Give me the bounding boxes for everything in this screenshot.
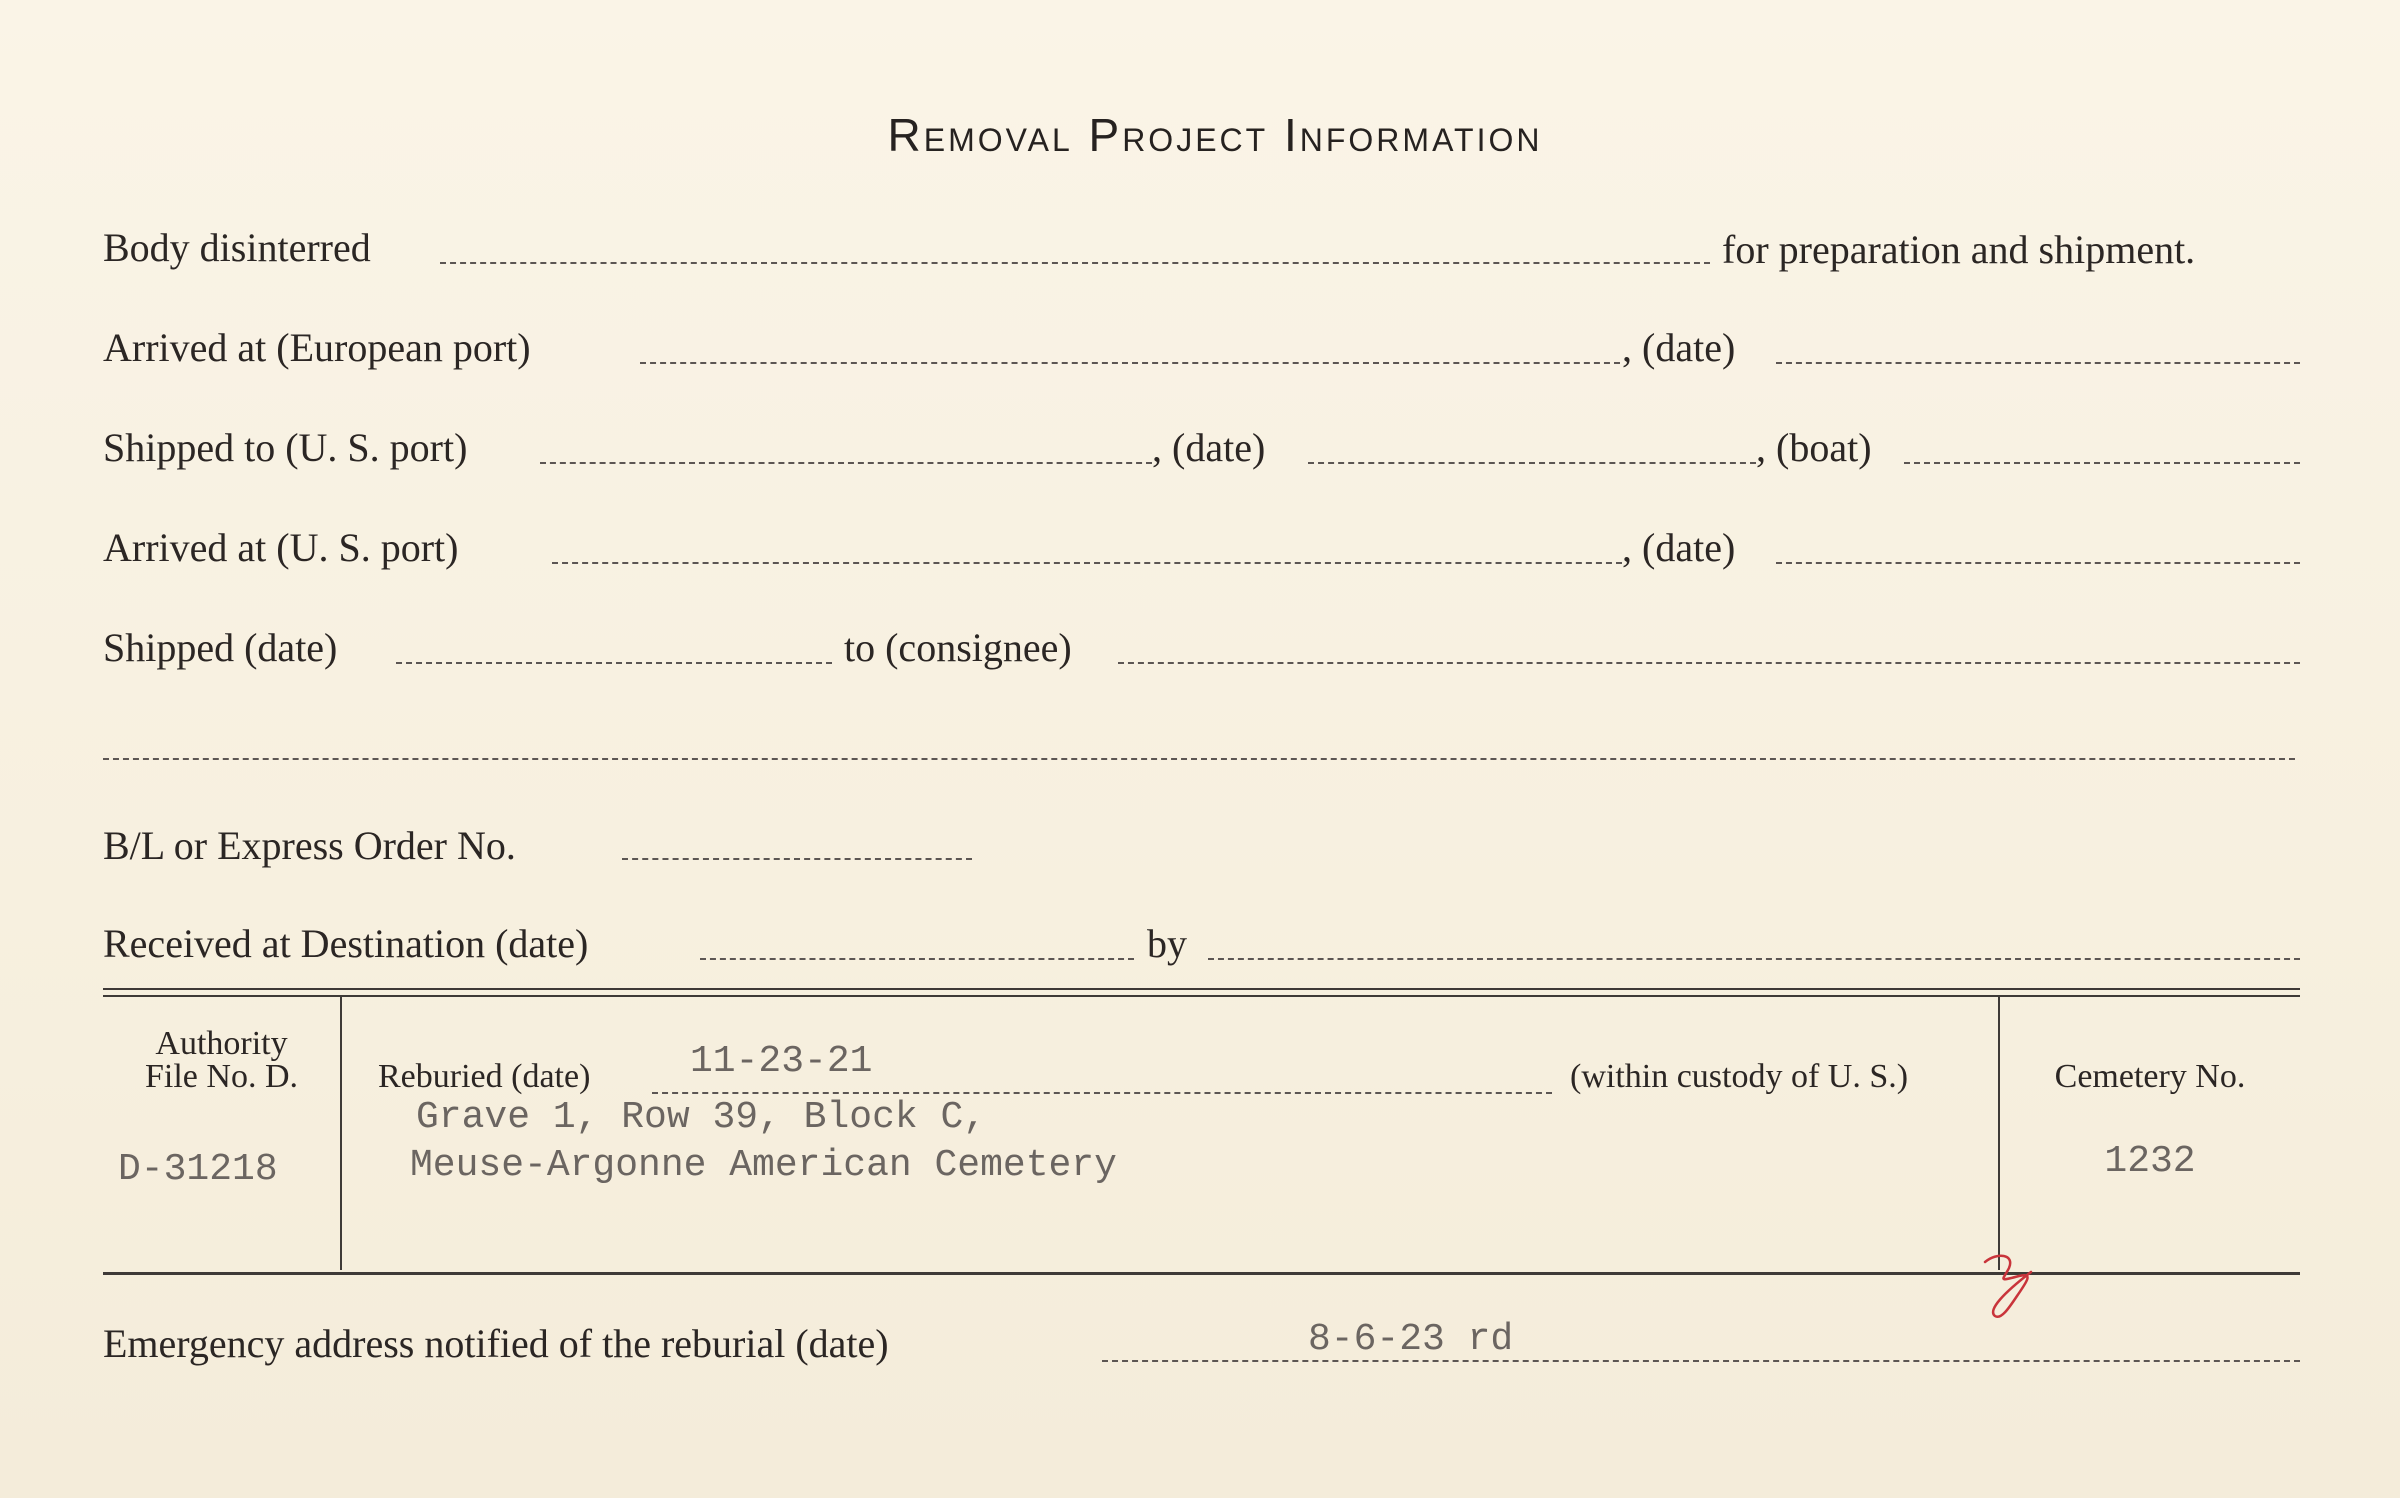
field-boat xyxy=(1904,462,2300,464)
cemetery-number: 1232 xyxy=(2104,1140,2196,1183)
field-us-port xyxy=(540,462,1152,464)
label-arrived-us-port: Arrived at (U. S. port) xyxy=(103,525,459,570)
box-bottom-rule xyxy=(103,1272,2300,1275)
label-arrived-european-port: Arrived at (European port) xyxy=(103,325,531,370)
box-divider-right xyxy=(1998,996,2000,1270)
label-to-consignee: to (consignee) xyxy=(844,625,1072,670)
field-date-1 xyxy=(1776,362,2300,364)
authority-label-line2: File No. D. xyxy=(145,1058,298,1095)
label-received-destination: Received at Destination (date) xyxy=(103,921,589,966)
grave-location: Grave 1, Row 39, Block C, xyxy=(416,1096,987,1139)
label-reburied-date: Reburied (date) xyxy=(378,1058,591,1095)
box-top-rule-1 xyxy=(103,988,2300,990)
field-bl-express-order xyxy=(622,858,972,860)
label-emergency-address: Emergency address notified of the reburial (date) xyxy=(103,1321,889,1366)
field-consignee-continued xyxy=(103,758,2295,760)
field-date-2 xyxy=(1308,462,1756,464)
form-title: Removal Project Information xyxy=(887,109,1543,161)
box-divider-left xyxy=(340,996,342,1270)
label-bl-express-order: B/L or Express Order No. xyxy=(103,823,516,868)
label-by: by xyxy=(1147,921,1187,966)
label-shipped-date: Shipped (date) xyxy=(103,625,338,670)
reburied-date-value: 11-23-21 xyxy=(690,1040,873,1083)
emergency-date-value: 8-6-23 rd xyxy=(1308,1318,1514,1361)
authority-label-line1: Authority xyxy=(155,1025,288,1062)
field-shipped-date xyxy=(396,662,832,664)
label-body-disinterred: Body disinterred xyxy=(103,225,371,270)
label-boat: , (boat) xyxy=(1756,425,1872,470)
red-pencil-mark xyxy=(1975,1232,2055,1322)
field-received-date xyxy=(700,958,1134,960)
field-body-disinterred xyxy=(440,262,1710,264)
authority-file-number: D-31218 xyxy=(118,1148,278,1191)
label-date-1: , (date) xyxy=(1622,325,1736,370)
label-cemetery-no: Cemetery No. xyxy=(2054,1058,2246,1095)
field-consignee xyxy=(1118,662,2300,664)
field-european-port xyxy=(640,362,1620,364)
field-emergency-date xyxy=(1102,1360,2300,1362)
label-within-custody: (within custody of U. S.) xyxy=(1570,1058,1909,1095)
field-date-3 xyxy=(1776,562,2300,564)
cemetery-name: Meuse-Argonne American Cemetery xyxy=(410,1144,1117,1187)
label-shipped-to-us-port: Shipped to (U. S. port) xyxy=(103,425,468,470)
field-arrived-us-port xyxy=(552,562,1622,564)
label-date-2: , (date) xyxy=(1152,425,1266,470)
label-date-3: , (date) xyxy=(1622,525,1736,570)
box-top-rule-2 xyxy=(103,995,2300,997)
field-reburied-date xyxy=(652,1092,1552,1094)
label-for-preparation: for preparation and shipment. xyxy=(1722,227,2196,272)
field-received-by xyxy=(1208,958,2300,960)
